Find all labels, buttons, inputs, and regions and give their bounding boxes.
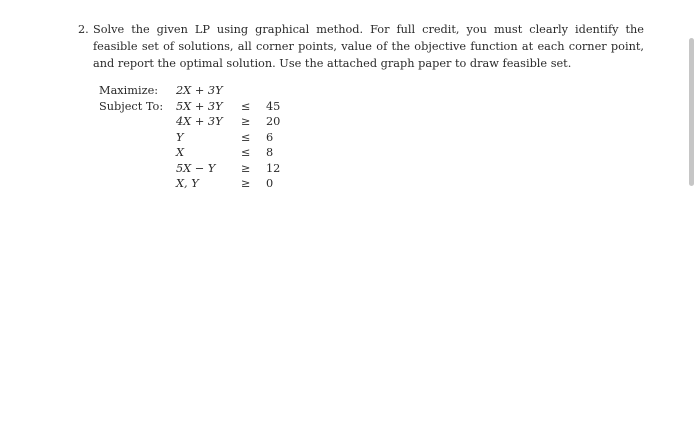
constraint-relation: ≥ (241, 161, 251, 175)
constraint-lhs: X, Y (176, 177, 199, 190)
constraint-rhs: 45 (266, 99, 281, 113)
constraint-relation: ≥ (241, 115, 251, 128)
problem-text: Solve the given LP using graphical method. For full credit, you must clearly identify the feasible set of solutions, all corner points, value of the objective function at each corner point, and report the optimal solution. Use the attached graph paper to draw feasible set. (93, 23, 644, 70)
subject-to-label: Subject To: (99, 99, 164, 113)
constraint-relation: ≥ (241, 177, 251, 190)
constraint-rhs: 12 (266, 161, 281, 175)
constraint-rhs: 0 (266, 177, 274, 190)
constraint-lhs: 5X − Y (176, 161, 216, 175)
constraint-lhs: 5X + 3Y (176, 99, 223, 113)
constraint-lhs: 4X + 3Y (176, 115, 223, 128)
constraint-lhs: X (176, 146, 185, 159)
constraint-relation: ≤ (241, 130, 251, 144)
constraint-rhs: 20 (266, 115, 281, 128)
constraint-lhs: Y (176, 130, 184, 144)
problem-statement (78, 21, 644, 72)
constraint-relation: ≤ (241, 99, 251, 113)
constraint-rhs: 8 (266, 146, 274, 159)
objective-expression: 2X + 3Y (176, 84, 223, 97)
vertical-scrollbar[interactable] (689, 38, 694, 186)
problem-number: 2. (78, 23, 89, 36)
constraint-relation: ≤ (241, 146, 251, 159)
constraint-rhs: 6 (266, 130, 274, 144)
objective-label: Maximize: (99, 84, 159, 97)
